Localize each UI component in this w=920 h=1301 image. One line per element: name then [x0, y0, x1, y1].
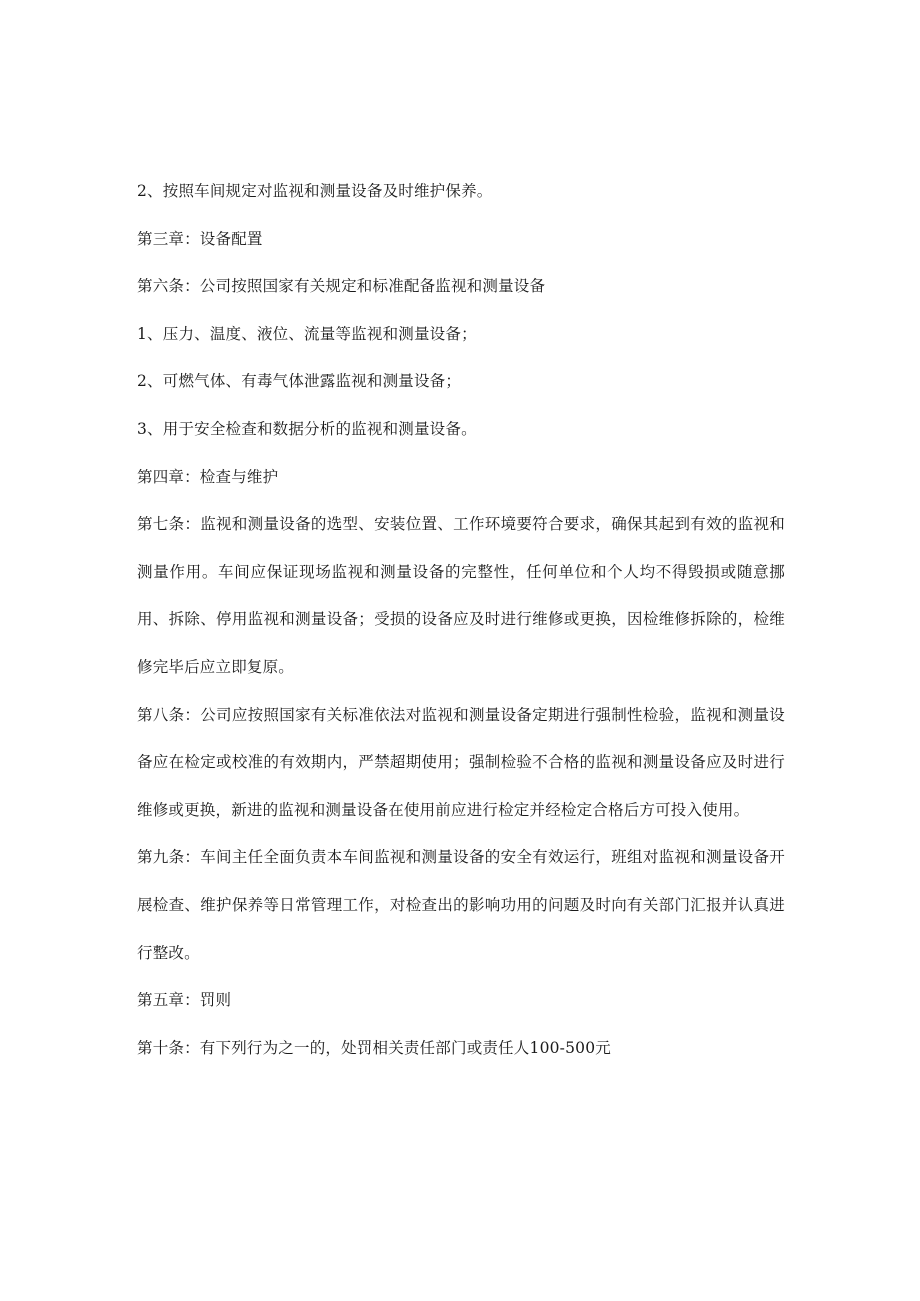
- document-body: [137, 168, 785, 1072]
- article-8: 第八条：公司应按照国家有关标准依法对监视和测量设备定期进行强制性检验，监视和测量设备应在检定或校准的有效期内，严禁超期使用；强制检验不合格的监视和测量设备应及时进行维修或更换，新进的监视和测量设备在使用前应进行检定并经检定合格后方可投入使用。: [137, 705, 785, 819]
- equipment-item-1: 1、压力、温度、液位、流量等监视和测量设备；: [137, 324, 477, 343]
- equipment-item-3: 3、用于安全检查和数据分析的监视和测量设备。: [137, 419, 477, 438]
- chapter-4-heading: 第四章：检查与维护: [137, 467, 279, 486]
- article-7: 第七条：监视和测量设备的选型、安装位置、工作环境要符合要求，确保其起到有效的监视和测量作用。车间应保证现场监视和测量设备的完整性，任何单位和个人均不得毁损或随意挪用、拆除、停用监视和测量设备；受损的设备应及时进行维修或更换，因检维修拆除的，检维修完毕后应立即复原。: [137, 515, 785, 676]
- chapter-5-heading: 第五章：罚则: [137, 991, 232, 1010]
- equipment-item-2: 2、可燃气体、有毒气体泄露监视和测量设备；: [137, 372, 462, 391]
- maintenance-item-2: 2、按照车间规定对监视和测量设备及时维护保养。: [137, 182, 493, 200]
- article-10: 第十条：有下列行为之一的，处罚相关责任部门或责任人100-500元: [137, 1038, 612, 1057]
- chapter-3-heading: 第三章：设备配置: [137, 229, 263, 248]
- article-9: 第九条：车间主任全面负责本车间监视和测量设备的安全有效运行，班组对监视和测量设备开展检查、维护保养等日常管理工作，对检查出的影响功用的问题及时向有关部门汇报并认真进行整改。: [137, 848, 785, 962]
- article-6: 第六条：公司按照国家有关规定和标准配备监视和测量设备: [137, 277, 546, 296]
